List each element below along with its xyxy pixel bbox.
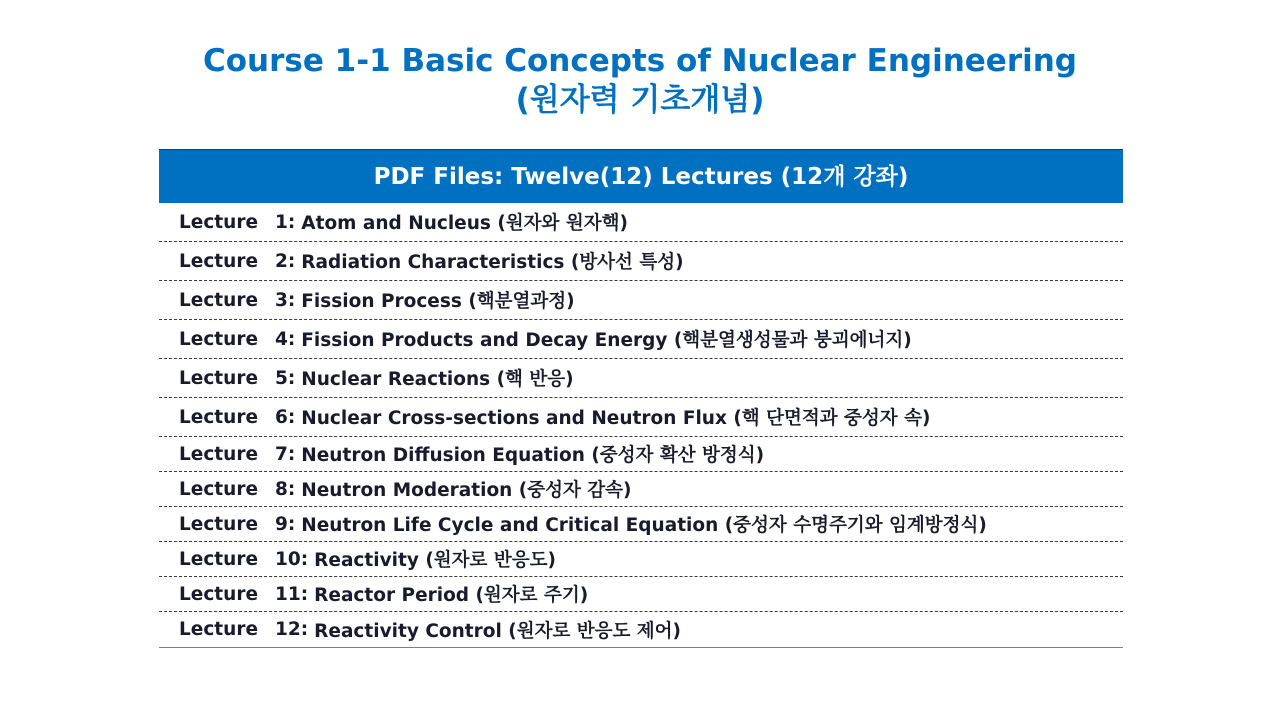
lecture-title: Atom and Nucleus (원자와 원자핵) — [301, 213, 628, 234]
lecture-row-11[interactable] — [159, 577, 1123, 612]
lecture-number: 6: — [275, 406, 296, 428]
slide-subtitle: (원자력 기초개념) — [515, 82, 765, 118]
lecture-row-10[interactable] — [159, 542, 1123, 577]
lecture-title: Reactivity Control (원자로 반응도 제어) — [314, 620, 682, 642]
lecture-number: 9: — [275, 513, 296, 535]
lecture-row-5[interactable] — [159, 359, 1123, 398]
lecture-title: Nuclear Cross-sections and Neutron Flux (핵 단면적과 중성자 속) — [301, 408, 931, 429]
lecture-number: 10: — [275, 548, 309, 570]
lecture-number: 8: — [275, 478, 296, 500]
lecture-label: Lecture — [179, 250, 258, 272]
lecture-title: Neutron Moderation (중성자 감속) — [301, 480, 632, 501]
lecture-title: Radiation Characteristics (방사선 특성) — [301, 252, 684, 273]
lecture-label: Lecture — [179, 211, 258, 233]
lecture-number: 7: — [275, 443, 296, 465]
lecture-label: Lecture — [179, 406, 258, 428]
lecture-row-8[interactable] — [159, 472, 1123, 507]
lecture-row-12[interactable] — [159, 612, 1123, 648]
lecture-title: Neutron Diffusion Equation (중성자 확산 방정식) — [301, 445, 765, 466]
lecture-row-9[interactable] — [159, 507, 1123, 542]
lecture-label: Lecture — [179, 583, 258, 605]
lecture-label: Lecture — [179, 443, 258, 465]
lecture-row-1[interactable] — [159, 203, 1123, 242]
slide-title: Course 1-1 Basic Concepts of Nuclear Engineering — [202, 43, 1077, 79]
lecture-title: Neutron Life Cycle and Critical Equation (중성자 수명주기와 임계방정식) — [301, 515, 987, 536]
lecture-number: 2: — [275, 250, 296, 272]
lecture-number: 3: — [275, 289, 296, 311]
lecture-table — [159, 149, 1123, 648]
lecture-row-4[interactable] — [159, 320, 1123, 359]
lecture-label: Lecture — [179, 478, 258, 500]
table-header: PDF Files: Twelve(12) Lectures (12개 강좌) — [159, 149, 1123, 203]
lecture-label: Lecture — [179, 367, 258, 389]
lecture-number: 5: — [275, 367, 296, 389]
lecture-title: Reactivity (원자로 반응도) — [314, 550, 556, 571]
lecture-number: 1: — [275, 211, 296, 233]
lecture-label: Lecture — [179, 513, 258, 535]
lecture-label: Lecture — [179, 548, 258, 570]
lecture-row-6[interactable] — [159, 398, 1123, 437]
lecture-label: Lecture — [179, 328, 258, 350]
lecture-row-7[interactable] — [159, 437, 1123, 472]
lecture-row-3[interactable] — [159, 281, 1123, 320]
lecture-title: Nuclear Reactions (핵 반응) — [301, 369, 574, 390]
lecture-row-2[interactable] — [159, 242, 1123, 281]
lecture-title: Fission Products and Decay Energy (핵분열생성물과 붕괴에너지) — [301, 330, 912, 351]
lecture-title: Reactor Period (원자로 주기) — [314, 585, 589, 606]
lecture-label: Lecture — [179, 619, 258, 640]
lecture-title: Fission Process (핵분열과정) — [301, 291, 575, 312]
lecture-number: 12: — [275, 619, 309, 640]
lecture-number: 4: — [275, 328, 296, 350]
lecture-number: 11: — [275, 583, 309, 605]
lecture-label: Lecture — [179, 289, 258, 311]
